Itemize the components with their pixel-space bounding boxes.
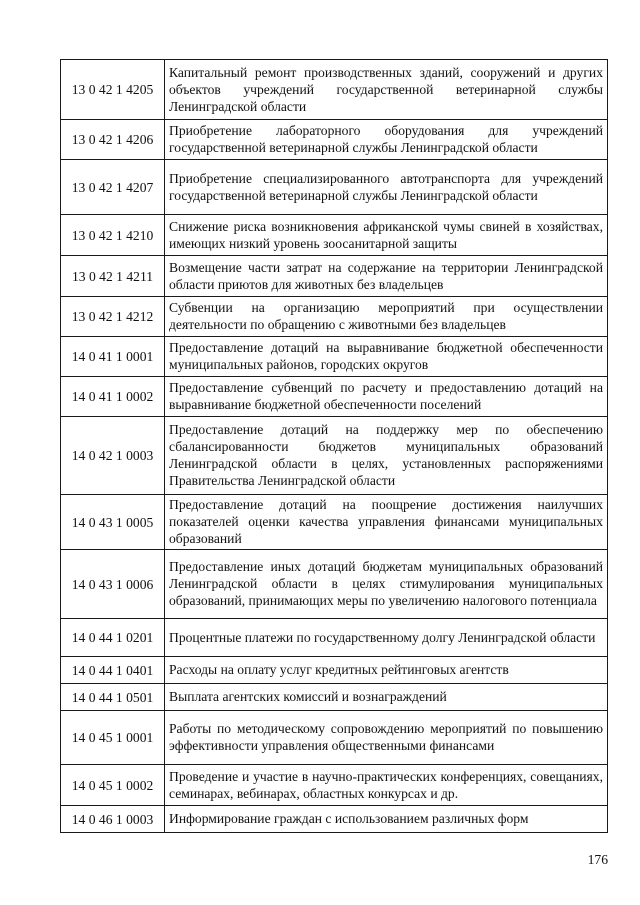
description-cell: Приобретение лабораторного оборудования для учреждений государственной ветеринарной службы Ленинградской области xyxy=(165,120,608,160)
table-row xyxy=(61,377,608,417)
description-cell: Информирование граждан с использованием различных форм xyxy=(165,806,608,833)
budget-code-cell: 14 0 44 1 0201 xyxy=(61,619,165,657)
budget-code-cell: 14 0 44 1 0401 xyxy=(61,657,165,684)
description-cell: Предоставление субвенций по расчету и предоставлению дотаций на выравнивание бюджетной обеспеченности поселений xyxy=(165,377,608,417)
table-row xyxy=(61,657,608,684)
table-row xyxy=(61,765,608,806)
description-cell: Предоставление дотаций на поощрение достижения наилучших показателей оценки качества управления финансами муниципальных образований xyxy=(165,495,608,550)
description-cell: Работы по методическому сопровождению мероприятий по повышению эффективности управления общественными финансами xyxy=(165,711,608,765)
table-row xyxy=(61,60,608,120)
budget-code-cell: 13 0 42 1 4207 xyxy=(61,160,165,215)
table-row xyxy=(61,215,608,256)
description-cell: Снижение риска возникновения африканской чумы свиней в хозяйствах, имеющих низкий уровень зоосанитарной защиты xyxy=(165,215,608,256)
description-cell: Предоставление дотаций на поддержку мер по обеспечению сбалансированности бюджетов муниципальных образований Ленинградской области в целях, установленных распоряжениями Правительства Ленинградской области xyxy=(165,417,608,495)
budget-code-cell: 13 0 42 1 4210 xyxy=(61,215,165,256)
table-row xyxy=(61,550,608,619)
description-cell: Капитальный ремонт производственных зданий, сооружений и других объектов учреждений государственной ветеринарной службы Ленинградской области xyxy=(165,60,608,120)
table-row xyxy=(61,684,608,711)
budget-code-cell: 14 0 43 1 0006 xyxy=(61,550,165,619)
table-row xyxy=(61,337,608,377)
description-cell: Проведение и участие в научно-практических конференциях, совещаниях, семинарах, вебинарах, областных конкурсах и др. xyxy=(165,765,608,806)
budget-code-cell: 14 0 45 1 0001 xyxy=(61,711,165,765)
budget-code-cell: 14 0 43 1 0005 xyxy=(61,495,165,550)
table-row xyxy=(61,619,608,657)
budget-code-cell: 13 0 42 1 4211 xyxy=(61,256,165,297)
description-cell: Предоставление дотаций на выравнивание бюджетной обеспеченности муниципальных районов, городских округов xyxy=(165,337,608,377)
budget-code-cell: 13 0 42 1 4205 xyxy=(61,60,165,120)
budget-code-cell: 14 0 45 1 0002 xyxy=(61,765,165,806)
budget-code-cell: 14 0 44 1 0501 xyxy=(61,684,165,711)
budget-code-cell: 14 0 41 1 0001 xyxy=(61,337,165,377)
table-row xyxy=(61,120,608,160)
description-cell: Предоставление иных дотаций бюджетам муниципальных образований Ленинградской области в целях стимулирования муниципальных образований, принимающих меры по увеличению налогового потенциала xyxy=(165,550,608,619)
description-cell: Процентные платежи по государственному долгу Ленинградской области xyxy=(165,619,608,657)
table-row xyxy=(61,806,608,833)
description-cell: Субвенции на организацию мероприятий при осуществлении деятельности по обращению с животными без владельцев xyxy=(165,297,608,337)
description-cell: Приобретение специализированного автотранспорта для учреждений государственной ветеринарной службы Ленинградской области xyxy=(165,160,608,215)
table-row xyxy=(61,495,608,550)
description-cell: Выплата агентских комиссий и вознаграждений xyxy=(165,684,608,711)
table-row xyxy=(61,297,608,337)
budget-code-cell: 14 0 41 1 0002 xyxy=(61,377,165,417)
description-cell: Возмещение части затрат на содержание на территории Ленинградской области приютов для животных без владельцев xyxy=(165,256,608,297)
budget-code-cell: 14 0 42 1 0003 xyxy=(61,417,165,495)
budget-code-cell: 14 0 46 1 0003 xyxy=(61,806,165,833)
budget-code-cell: 13 0 42 1 4206 xyxy=(61,120,165,160)
table-row xyxy=(61,160,608,215)
description-cell: Расходы на оплату услуг кредитных рейтинговых агентств xyxy=(165,657,608,684)
budget-code-cell: 13 0 42 1 4212 xyxy=(61,297,165,337)
table-row xyxy=(61,256,608,297)
table-row xyxy=(61,417,608,495)
page-number: 176 xyxy=(587,852,608,867)
table-row xyxy=(61,711,608,765)
budget-code-table xyxy=(60,59,608,833)
